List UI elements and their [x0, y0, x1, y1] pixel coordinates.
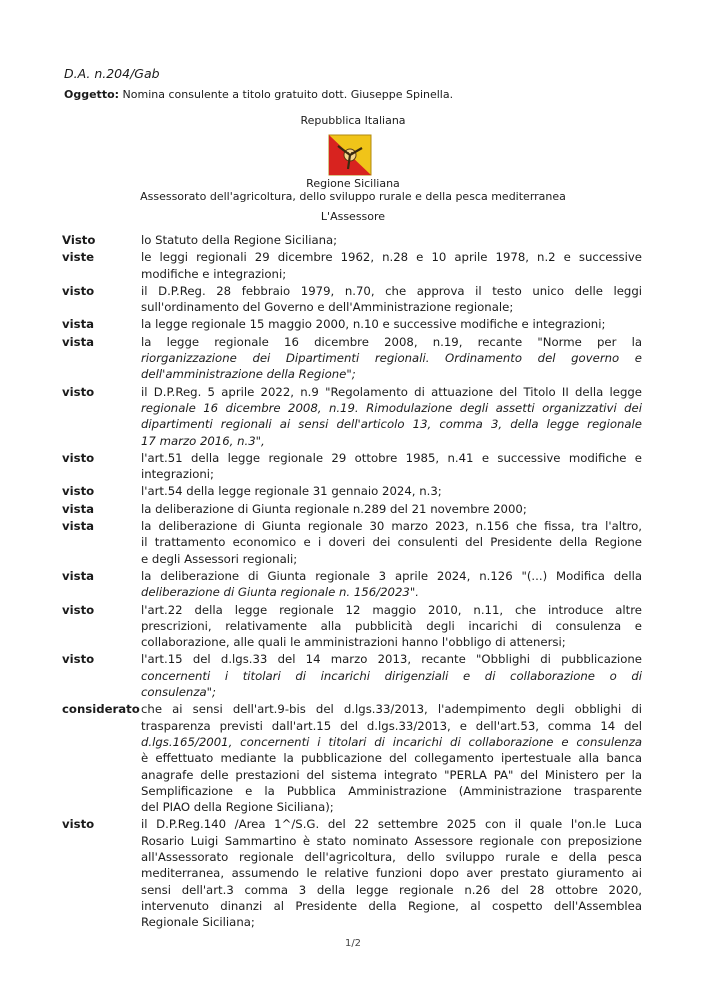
clause-line: anagrafe delle prestazioni del sistema integrato "PERLA PA" del Ministero per la — [141, 767, 642, 782]
region-heading: Regione Siciliana — [306, 177, 400, 190]
document-reference: D.A. n.204/Gab — [64, 66, 160, 81]
clause-line: intervenuto dinanzi al Presidente della Regione, al cospetto dell'Assemblea — [141, 898, 642, 913]
clause-text — [141, 568, 642, 601]
clause-line: che ai sensi dell'art.9-bis del d.lgs.33/2013, l'adempimento degli obblighi di — [141, 702, 642, 717]
preamble-clauses — [62, 232, 642, 931]
clause-text — [141, 518, 642, 567]
clause-line: del PIAO della Regione Siciliana); — [141, 800, 334, 815]
clause-row — [62, 249, 642, 282]
clause-text — [141, 249, 642, 282]
clause-row — [62, 232, 642, 248]
clause-line: 17 marzo 2016, n.3", — [141, 433, 265, 448]
clause-text — [141, 384, 642, 449]
clause-line: all'Assessorato regionale dell'agricoltura, dello sviluppo rurale e della pesca — [141, 849, 642, 864]
clause-keyword: vista — [62, 519, 95, 534]
clause-row — [62, 651, 642, 700]
clause-line: integrazioni; — [141, 467, 214, 482]
clause-line: e degli Assessori regionali; — [141, 551, 298, 566]
clause-keyword: vista — [62, 317, 95, 332]
clause-keyword: vista — [62, 568, 95, 583]
clause-line: il D.P.Reg. 28 febbraio 1979, n.70, che approva il testo unico delle leggi — [141, 283, 642, 298]
clause-keyword: visto — [62, 484, 95, 499]
clause-line: dell'amministrazione della Regione"; — [141, 367, 356, 382]
clause-line: dipartimenti regionali ai sensi dell'articolo 13, comma 3, della legge regionale — [141, 417, 642, 432]
clause-row — [62, 568, 642, 601]
clause-text — [141, 334, 642, 383]
clause-keyword: visto — [62, 450, 95, 465]
clause-line: l'art.51 della legge regionale 29 ottobre 1985, n.41 e successive modifiche e — [141, 450, 642, 465]
office-heading: L'Assessore — [320, 210, 386, 223]
clause-line: Semplificazione e la Pubblica Amministrazione (Amministrazione trasparente — [141, 783, 642, 798]
clause-text — [141, 450, 642, 483]
clause-line: il D.P.Reg.140 /Area 1^/S.G. del 22 settembre 2025 con il quale l'on.le Luca — [141, 817, 642, 832]
clause-keyword: visto — [62, 652, 95, 667]
clause-line: l'art.54 della legge regionale 31 gennaio 2024, n.3; — [141, 484, 442, 499]
clause-line: la deliberazione di Giunta regionale n.289 del 21 novembre 2000; — [141, 501, 527, 516]
clause-text — [141, 701, 642, 815]
assessorato-heading: Assessorato dell'agricoltura, dello sviluppo rurale e della pesca mediterranea — [140, 190, 566, 203]
clause-line: modifiche e integrazioni; — [141, 266, 287, 281]
clause-text — [141, 501, 642, 517]
clause-keyword: Visto — [62, 233, 96, 247]
clause-line: la legge regionale 15 maggio 2000, n.10 e successive modifiche e integrazioni; — [141, 317, 606, 332]
page-number: 1/2 — [344, 938, 362, 949]
clause-row — [62, 518, 642, 567]
clause-keyword: visto — [62, 283, 95, 298]
clause-row — [62, 450, 642, 483]
clause-line: consulenza"; — [141, 685, 216, 700]
clause-line: prescrizioni, relativamente alla pubblicità degli incarichi di consulenza e — [141, 618, 642, 633]
clause-line: il D.P.Reg. 5 aprile 2022, n.9 "Regolamento di attuazione del Titolo II della legge — [141, 384, 642, 399]
clause-line: l'art.22 della legge regionale 12 maggio 2010, n.11, che introduce altre — [141, 602, 642, 617]
clause-line: deliberazione di Giunta regionale n. 156/2023". — [141, 585, 419, 600]
clause-line: la deliberazione di Giunta regionale 3 aprile 2024, n.126 "(...) Modifica della — [141, 568, 642, 583]
clause-keyword: visto — [62, 817, 95, 832]
clause-line: d.lgs.165/2001, concernenti i titolari di incarichi di collaborazione e consulenza — [141, 734, 642, 749]
clause-line: la deliberazione di Giunta regionale 30 marzo 2023, n.156 che fissa, tra l'altro, — [141, 519, 642, 534]
clause-keyword: viste — [62, 250, 95, 265]
clause-keyword: considerato — [62, 702, 140, 717]
subject-label: Oggetto: — [64, 88, 120, 101]
clause-row — [62, 316, 642, 332]
clause-line: Regionale Siciliana; — [141, 915, 255, 930]
clause-row — [62, 334, 642, 383]
subject-text: Nomina consulente a titolo gratuito dott. Giuseppe Spinella. — [122, 88, 454, 101]
clause-row — [62, 283, 642, 316]
clause-line: concernenti i titolari di incarichi dirigenziali e di collaborazione o di — [141, 668, 642, 683]
clause-line: il trattamento economico e i doveri dei consulenti del Presidente della Regione — [141, 535, 642, 550]
clause-line: trasparenza previsti dall'art.15 del d.lgs.33/2013, e dell'art.53, comma 14 del — [141, 718, 642, 733]
sicily-trinacria-crest-icon — [328, 134, 372, 176]
clause-line: regionale 16 dicembre 2008, n.19. Rimodulazione degli assetti organizzativi dei — [141, 400, 642, 415]
clause-row — [62, 384, 642, 449]
clause-row — [62, 602, 642, 651]
clause-line: mediterranea, assumendo le relative funzioni dopo aver prestato giuramento ai — [141, 866, 642, 881]
clause-keyword: visto — [62, 602, 95, 617]
clause-line: la legge regionale 16 dicembre 2008, n.19, recante "Norme per la — [141, 334, 642, 349]
republic-heading: Repubblica Italiana — [300, 114, 406, 127]
subject-line — [64, 88, 453, 101]
clause-line: è effettuato mediante la pubblicazione del collegamento ipertestuale alla banca — [141, 751, 642, 766]
clause-row — [62, 701, 642, 815]
clause-row — [62, 501, 642, 517]
clause-keyword: vista — [62, 334, 95, 349]
clause-line: Rosario Luigi Sammartino è stato nominato Assessore regionale con preposizione — [141, 833, 642, 848]
clause-text — [141, 316, 642, 332]
clause-text — [141, 483, 642, 499]
clause-keyword: visto — [62, 384, 95, 399]
clause-row — [62, 816, 642, 930]
clause-text — [141, 651, 642, 700]
clause-line: riorganizzazione dei Dipartimenti regionali. Ordinamento del governo e — [141, 351, 642, 366]
clause-line: lo Statuto della Regione Siciliana; — [141, 233, 338, 247]
clause-keyword: vista — [62, 501, 95, 516]
clause-text — [141, 602, 642, 651]
clause-row — [62, 483, 642, 499]
clause-line: collaborazione, alle quali le amministrazioni hanno l'obbligo di attenersi; — [141, 635, 566, 650]
clause-line: sull'ordinamento del Governo e dell'Amministrazione regionale; — [141, 300, 514, 315]
clause-text — [141, 232, 642, 248]
clause-line: le leggi regionali 29 dicembre 1962, n.28 e 10 aprile 1978, n.2 e successive — [141, 250, 642, 265]
clause-text — [141, 816, 642, 930]
clause-line: sensi dell'art.3 comma 3 della legge regionale n.26 del 28 ottobre 2020, — [141, 882, 642, 897]
clause-text — [141, 283, 642, 316]
clause-line: l'art.15 del d.lgs.33 del 14 marzo 2013, recante "Obblighi di pubblicazione — [141, 652, 642, 667]
